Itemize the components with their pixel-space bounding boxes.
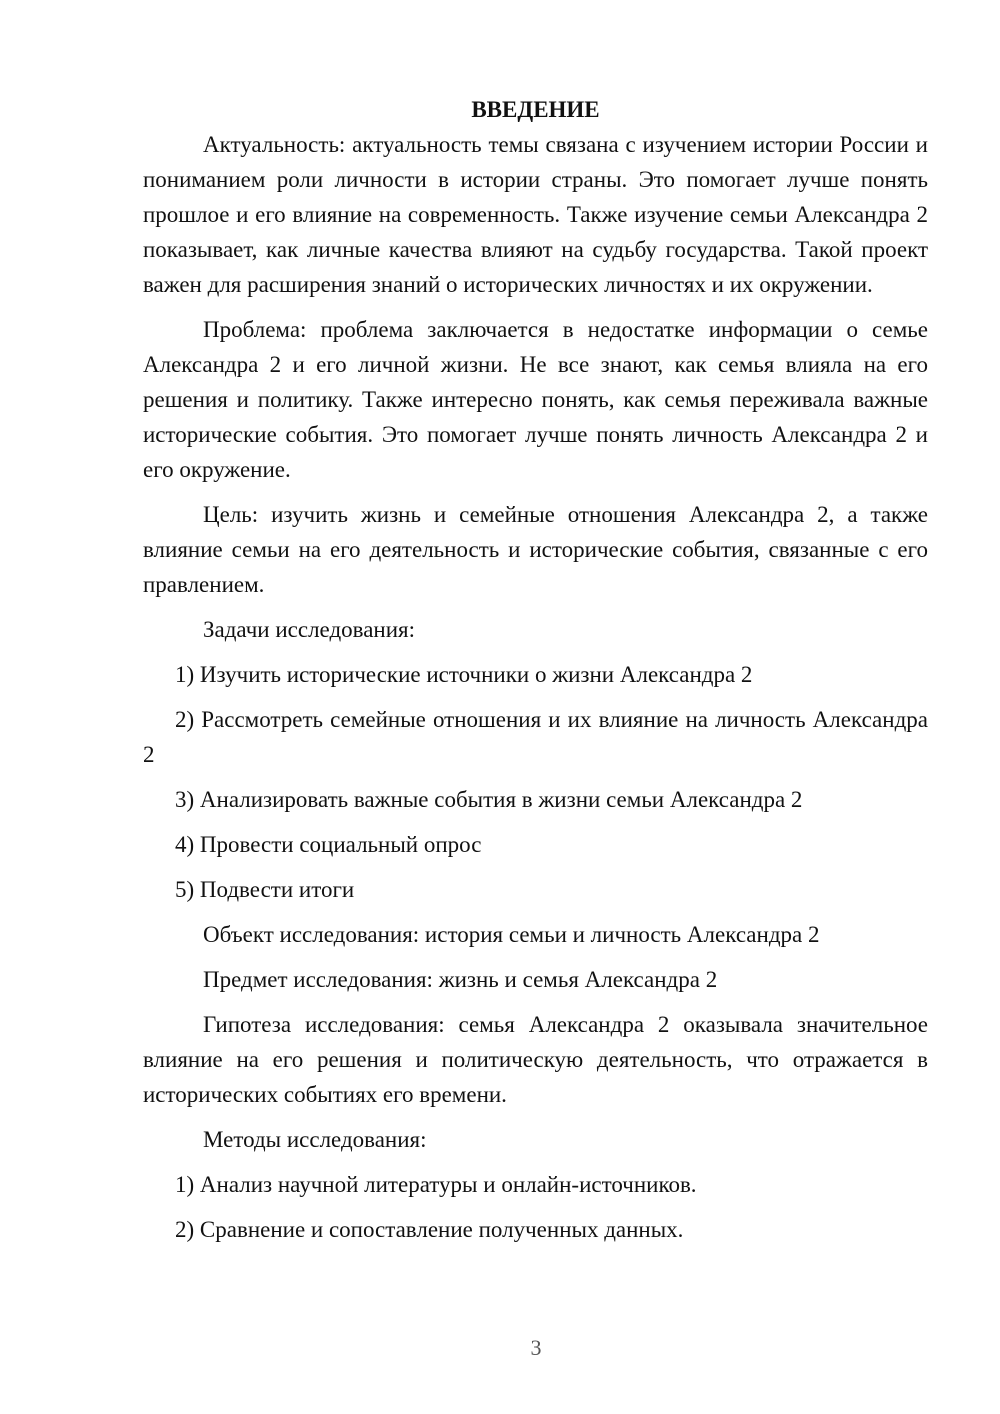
task-item: 2) Рассмотреть семейные отношения и их влияние на личность Александра 2	[143, 707, 928, 767]
page-title: ВВЕДЕНИЕ	[471, 97, 600, 122]
page-body	[143, 92, 928, 1257]
research-object: Объект исследования: история семьи и личность Александра 2	[203, 922, 820, 947]
page-number: 3	[530, 1335, 542, 1360]
relevance-paragraph: Актуальность: актуальность темы связана с изучением истории России и пониманием роли личности в истории страны. Это помогает лучше понять прошлое и его влияние на современность. Также изучение семьи Александра 2 показывает, как личные качества влияют на судьбу государства. Такой проект важен для расширения знаний о исторических личностях и их окружении.	[143, 132, 928, 297]
method-item: 2) Сравнение и сопоставление полученных данных.	[175, 1217, 684, 1242]
problem-paragraph: Проблема: проблема заключается в недостатке информации о семье Александра 2 и его личной жизни. Не все знают, как семья влияла на его решения и политику. Также интересно понять, как семья переживала важные исторические события. Это помогает лучше понять личность Александра 2 и его окружение.	[143, 317, 928, 482]
goal-paragraph: Цель: изучить жизнь и семейные отношения Александра 2, а также влияние семьи на его деятельность и исторические события, связанные с его правлением.	[143, 502, 928, 597]
task-item: 3) Анализировать важные события в жизни семьи Александра 2	[175, 787, 803, 812]
method-item: 1) Анализ научной литературы и онлайн-источников.	[175, 1172, 697, 1197]
methods-heading: Методы исследования:	[203, 1127, 427, 1152]
hypothesis-paragraph: Гипотеза исследования: семья Александра 2 оказывала значительное влияние на его решения и политическую деятельность, что отражается в исторических событиях его времени.	[143, 1012, 928, 1107]
task-item: 5) Подвести итоги	[175, 877, 355, 902]
tasks-heading: Задачи исследования:	[203, 617, 416, 642]
research-subject: Предмет исследования: жизнь и семья Александра 2	[203, 967, 718, 992]
task-item: 1) Изучить исторические источники о жизни Александра 2	[175, 662, 753, 687]
task-item: 4) Провести социальный опрос	[175, 832, 482, 857]
